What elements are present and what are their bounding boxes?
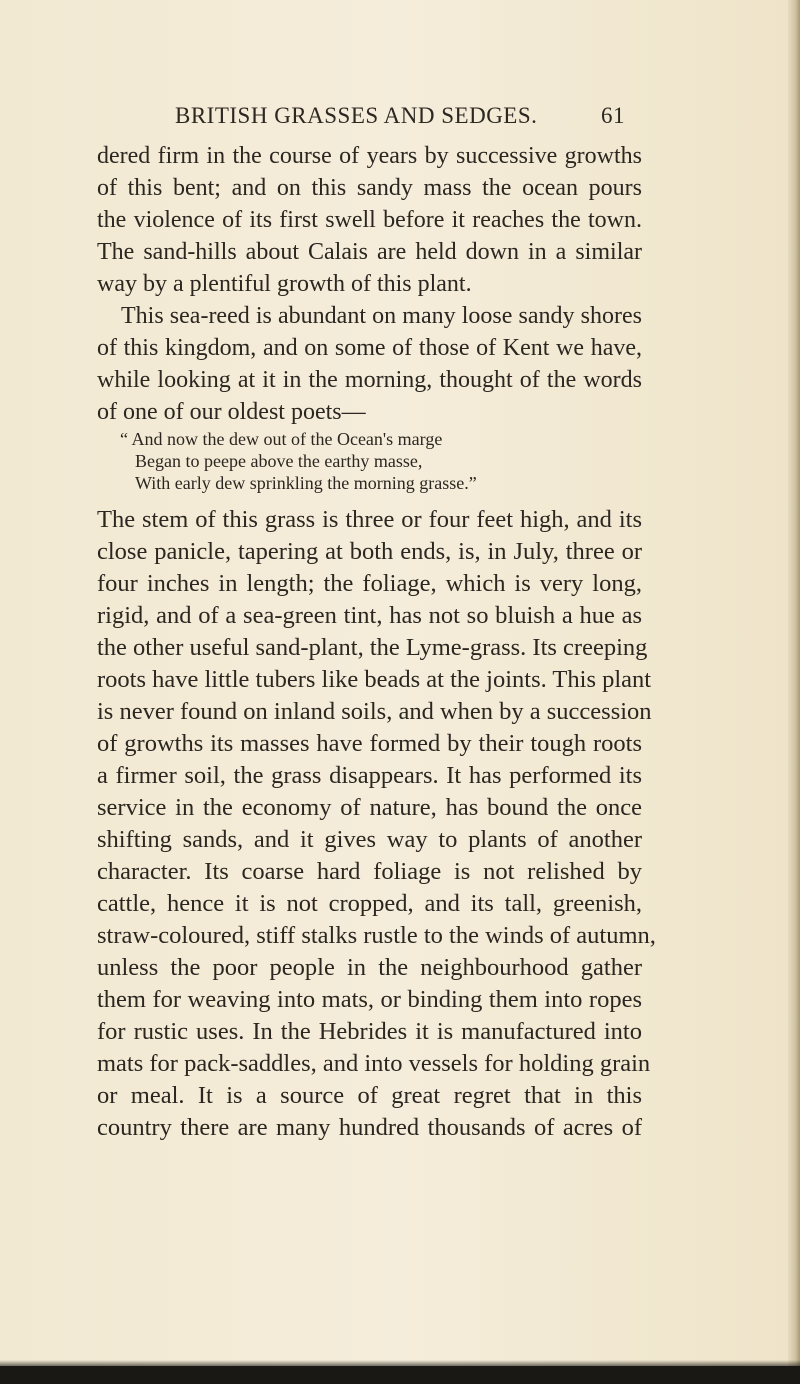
- text-line: or meal. It is a source of great regret that in this: [97, 1082, 642, 1109]
- text-line: mats for pack-saddles, and into vessels for holding grain: [97, 1050, 651, 1077]
- text-line: roots have little tubers like beads at the joints. This plant: [97, 666, 652, 693]
- text-line: country there are many hundred thousands of acres of: [97, 1114, 642, 1141]
- running-title: BRITISH GRASSES AND SEDGES.: [175, 103, 538, 128]
- text-line: cattle, hence it is not cropped, and its tall, greenish,: [97, 890, 642, 917]
- running-header: [175, 103, 640, 135]
- verse-line: Began to peepe above the earthy masse,: [135, 451, 423, 471]
- text-line: is never found on inland soils, and when by a succession: [97, 698, 652, 725]
- text-line: dered firm in the course of years by successive growths: [97, 143, 642, 169]
- page-number: 61: [601, 103, 625, 128]
- text-line: This sea-reed is abundant on many loose sandy shores: [121, 303, 642, 329]
- page-edge-shadow: [788, 0, 800, 1384]
- text-line: of this bent; and on this sandy mass the ocean pours: [97, 175, 642, 201]
- text-line: while looking at it in the morning, thought of the words: [97, 367, 642, 393]
- text-line: of this kingdom, and on some of those of Kent we have,: [97, 335, 642, 361]
- text-line: close panicle, tapering at both ends, is, in July, three or: [97, 538, 642, 565]
- text-line: The sand-hills about Calais are held down in a similar: [97, 239, 642, 265]
- text-line: the other useful sand-plant, the Lyme-grass. Its creeping: [97, 634, 648, 661]
- text-line: four inches in length; the foliage, which is very long,: [97, 570, 642, 597]
- text-line: for rustic uses. In the Hebrides it is manufactured into: [97, 1018, 642, 1045]
- text-line: shifting sands, and it gives way to plants of another: [97, 826, 642, 853]
- text-line: of one of our oldest poets—: [97, 399, 366, 425]
- text-block-top: [97, 140, 642, 428]
- text-line: unless the poor people in the neighbourhood gather: [97, 954, 642, 981]
- text-line: of growths its masses have formed by their tough roots: [97, 730, 642, 757]
- text-line: a firmer soil, the grass disappears. It has performed its: [97, 762, 642, 789]
- text-line: them for weaving into mats, or binding them into ropes: [97, 986, 642, 1013]
- verse-line: “ And now the dew out of the Ocean's marge: [120, 429, 443, 449]
- text-line: straw-coloured, stiff stalks rustle to the winds of autumn,: [97, 922, 656, 949]
- text-line: service in the economy of nature, has bound the once: [97, 794, 642, 821]
- text-line: The stem of this grass is three or four feet high, and its: [97, 506, 642, 533]
- verse-line: With early dew sprinkling the morning grasse.”: [135, 473, 477, 493]
- text-block-main: [97, 504, 656, 1144]
- text-line: way by a plentiful growth of this plant.: [97, 271, 472, 297]
- verse-quotation: [120, 428, 620, 494]
- text-line: character. Its coarse hard foliage is not relished by: [97, 858, 642, 885]
- bottom-scan-border: [0, 1366, 800, 1384]
- text-line: rigid, and of a sea-green tint, has not so bluish a hue as: [97, 602, 642, 629]
- text-line: the violence of its first swell before it reaches the town.: [97, 207, 642, 233]
